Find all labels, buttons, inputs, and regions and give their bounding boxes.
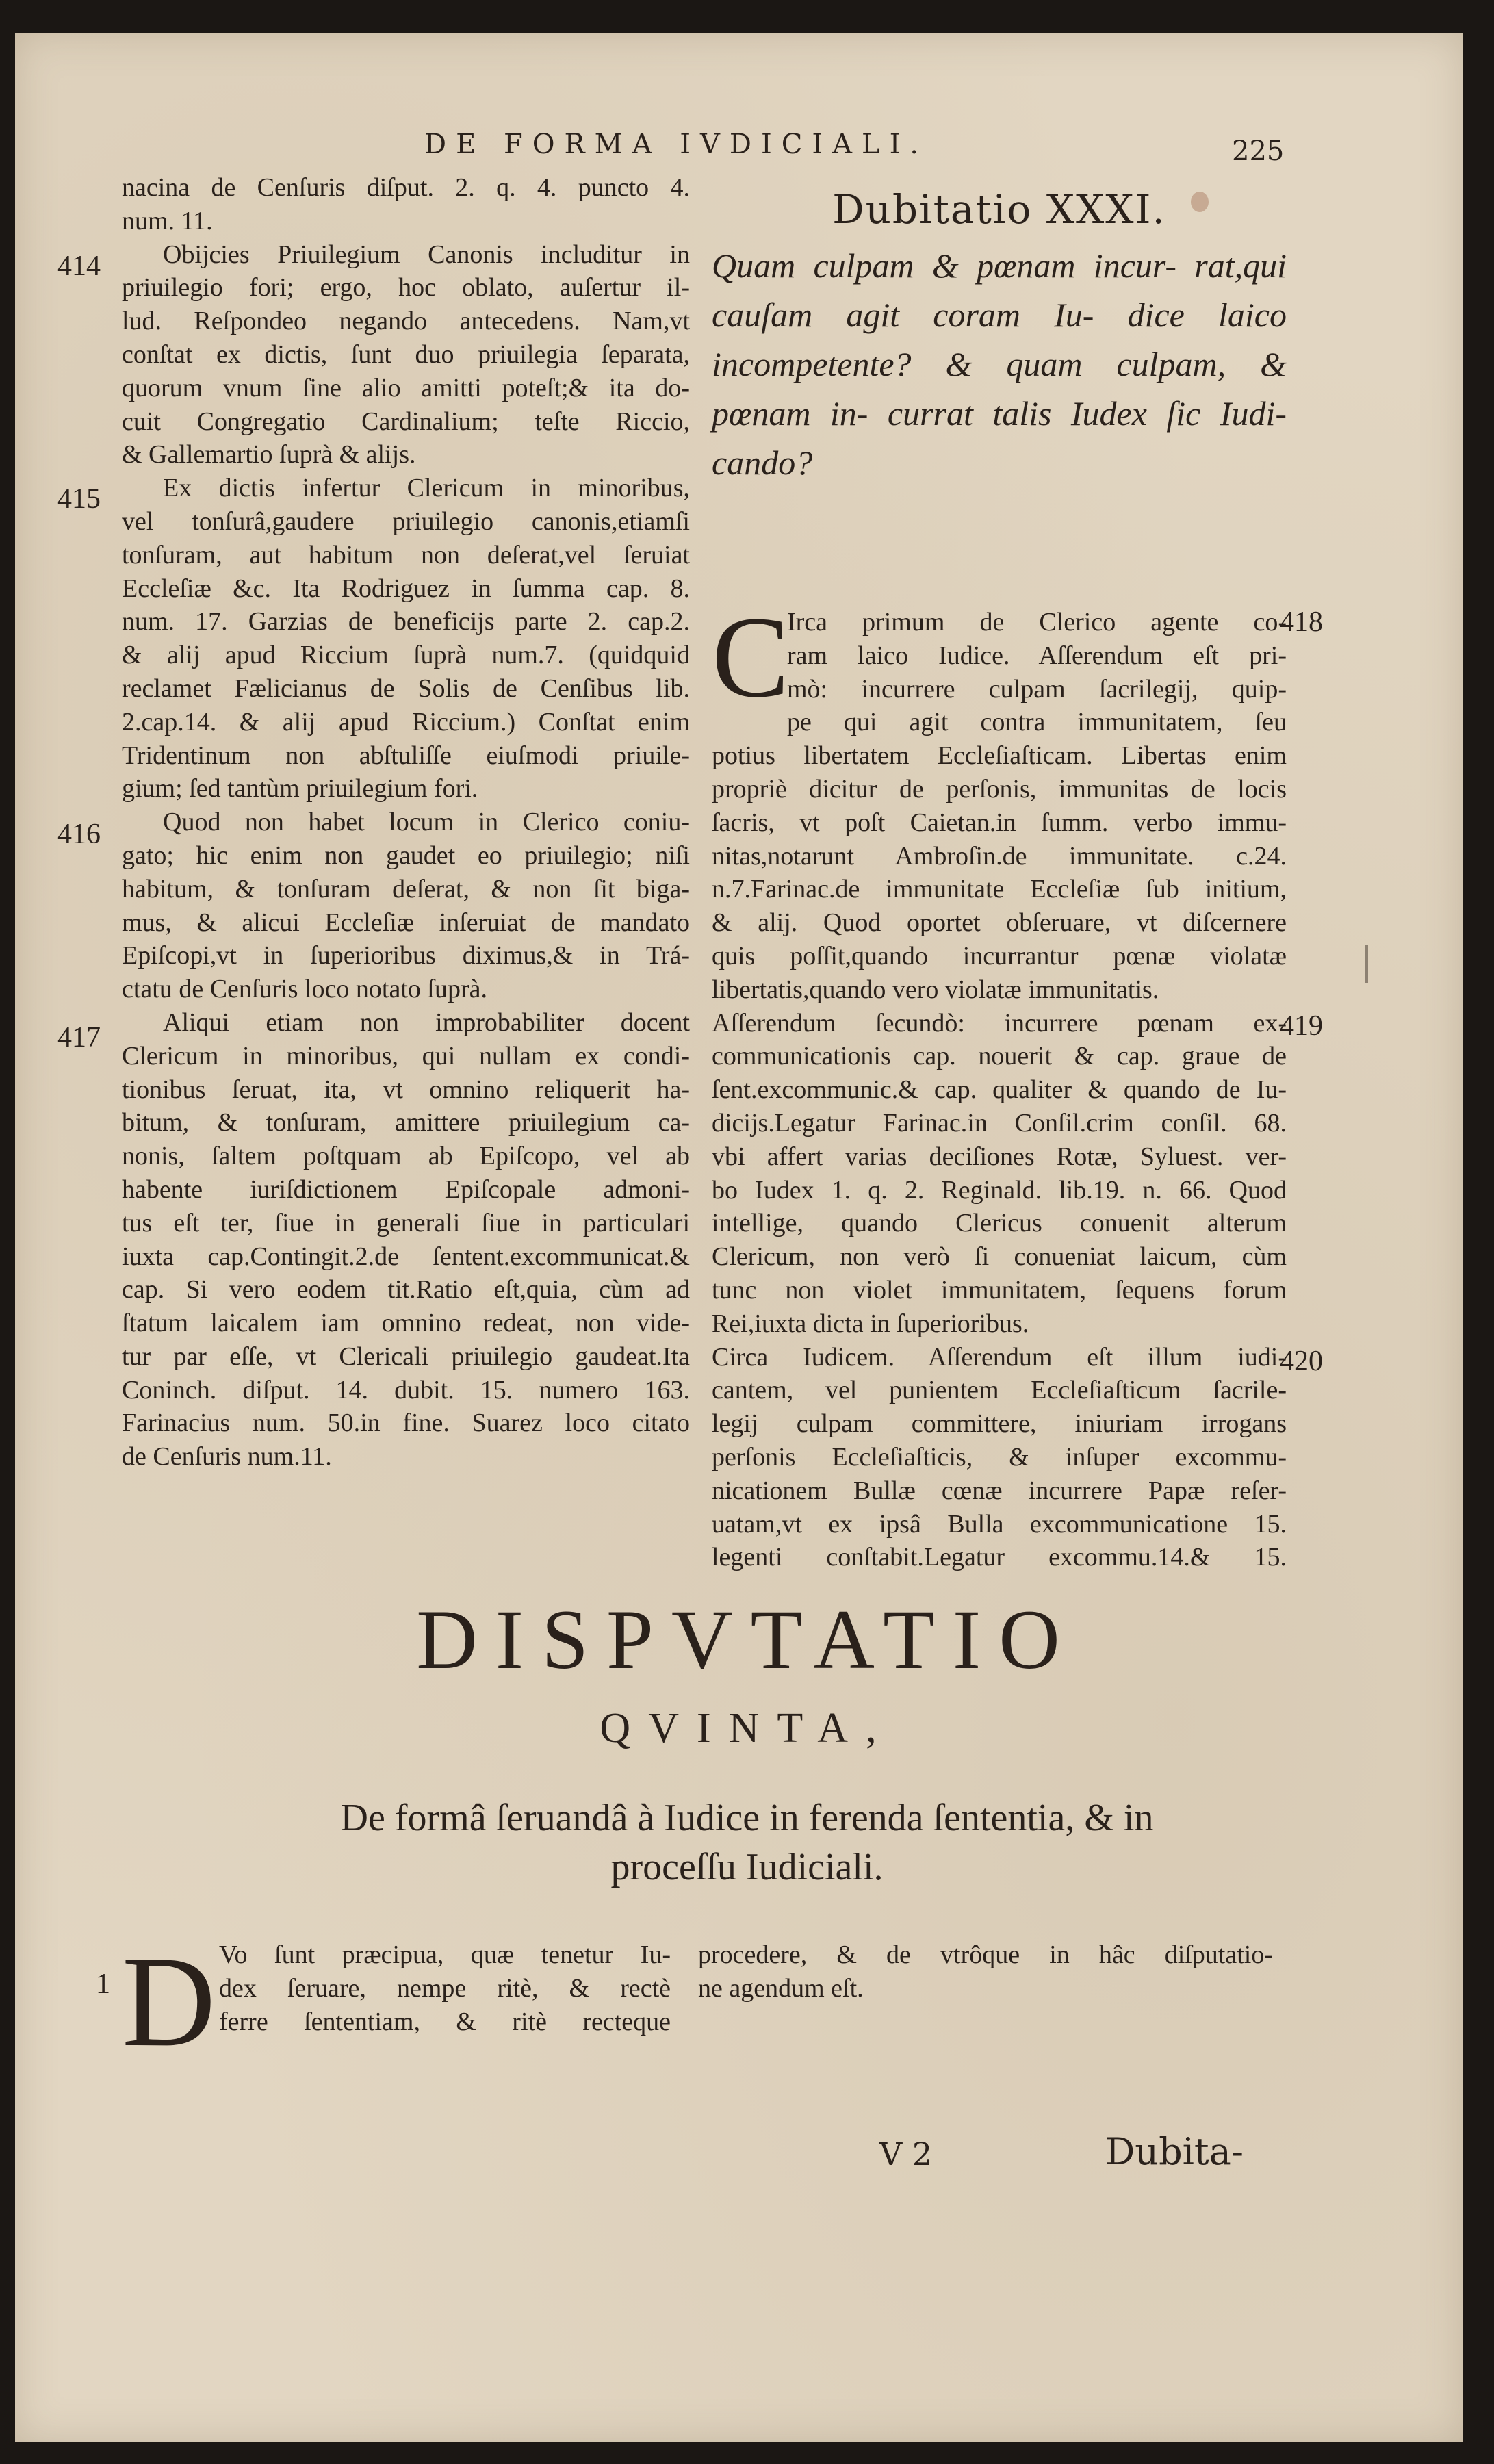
text-line: Clericum, non verò ſi conueniat laicum, cùm — [712, 1242, 1287, 1272]
dubitatio-block — [712, 186, 1287, 487]
text-line: habitum, & tonſuram deſerat, & non ſit biga- — [122, 874, 690, 903]
text-line: Irca primum de Clerico agente co- — [787, 608, 1287, 637]
text-line: nicationem Bullæ cœnæ incurrere Papæ reſer- — [712, 1476, 1287, 1505]
text-line: conſtat ex dictis, ſunt duo priuilegia ſeparata, — [122, 339, 690, 369]
text-line: Farinacius num. 50.in fine. Suarez loco citato — [122, 1409, 690, 1438]
running-title: DE FORMA IVDICIALI. — [424, 129, 929, 160]
text-line: Rei,iuxta dicta in ſuperioribus. — [712, 1309, 1029, 1338]
text-line: tunc non violet immunitatem, ſequens forum — [712, 1275, 1287, 1305]
text-line: intellige, quando Clericus conuenit alterum — [712, 1209, 1287, 1238]
text-line: Obijcies Priuilegium Canonis includitur in — [163, 240, 690, 269]
text-line: vel tonſurâ,gaudere priuilegio canonis,etiamſi — [122, 506, 690, 536]
dubitatio-question: Quam culpam & pœnam incur- rat,qui cauſam agit coram Iu- dice laico incompetente? & quam culpam, & pœnam in- currat talis Iudex ſic Iudi- cando? — [712, 246, 1287, 482]
bottom-left-text — [219, 1938, 671, 2038]
description-line: De formâ ſeruandâ à Iudice in ferenda ſententia, & in — [340, 1797, 1154, 1839]
text-line: priuilegio fori; ergo, hoc oblato, auſertur il- — [122, 273, 690, 303]
drop-cap-d: D — [122, 1930, 216, 2074]
margin-number: 414 — [57, 251, 101, 282]
signature-mark: V 2 — [879, 2135, 933, 2172]
right-column-body — [712, 606, 1287, 1574]
text-line: ſtatum laicalem iam omnino redeat, non vide- — [122, 1309, 690, 1338]
text-line: ſacris, vt poſt Caietan.in ſumm. verbo immu- — [712, 808, 1287, 837]
text-line: legij culpam committere, iniuriam irrogans — [712, 1409, 1287, 1439]
text-line: ſent.excommunic.& cap. qualiter & quando de Iu- — [712, 1075, 1287, 1105]
text-line: cantem, vel punientem Eccleſiaſticum ſacrile- — [712, 1376, 1287, 1405]
text-line: quis poſſit,quando incurrantur pœnæ violatæ — [712, 941, 1287, 971]
text-line: 2.cap.14. & alij apud Riccium.) Conſtat enim — [122, 707, 690, 736]
text-line: num. 17. Garzias de beneficijs parte 2. cap.2. — [122, 607, 690, 637]
text-line: iuxta cap.Contingit.2.de ſentent.excommunicat.& — [122, 1242, 690, 1271]
text-line: nonis, ſaltem poſtquam ab Epiſcopo, vel ab — [122, 1142, 690, 1171]
text-line: gium; ſed tantùm priuilegium fori. — [122, 774, 478, 804]
text-line: libertatis,quando vero violatæ immunitatis. — [712, 975, 1159, 1004]
text-line: num. 11. — [122, 206, 213, 235]
text-line: Epiſcopi,vt in ſuperioribus diximus,& in Trá- — [122, 941, 690, 971]
text-line: Clericum in minoribus, qui nullam ex condi- — [122, 1041, 690, 1070]
disputatio-subtitle: QVINTA, — [600, 1705, 894, 1751]
text-line: procedere, & de vtrôque in hâc diſputatio- — [698, 1940, 1273, 1969]
text-line: cuit Congregatio Cardinalium; teſte Riccio, — [122, 407, 690, 436]
text-line: cap. Si vero eodem tit.Ratio eſt,quia, cùm ad — [122, 1275, 690, 1305]
text-line: & alij apud Riccium ſuprà num.7. (quidquid — [122, 641, 690, 670]
text-line: tur par eſſe, vt Clericali priuilegio gaudeat.Ita — [122, 1342, 690, 1371]
text-line: bitum, & tonſuram, amittere priuilegium ca- — [122, 1108, 690, 1138]
text-line: Vo ſunt præcipua, quæ tenetur Iu- — [219, 1940, 671, 1969]
margin-number: 419 — [1280, 1010, 1323, 1042]
bottom-right-text — [698, 1938, 1273, 2005]
text-line: ne agendum eſt. — [698, 1973, 864, 2003]
text-line: Aliqui etiam non improbabiliter docent — [163, 1008, 690, 1037]
text-line: Circa Iudicem. Aſſerendum eſt illum iudi- — [712, 1342, 1287, 1372]
margin-number: 420 — [1280, 1346, 1323, 1377]
disputatio-title: DISPVTATIO — [416, 1593, 1078, 1686]
text-line: Eccleſiæ &c. Ita Rodriguez in ſumma cap. 8. — [122, 574, 690, 603]
text-line: lud. Reſpondeo negando antecedens. Nam,vt — [122, 307, 690, 336]
text-line: mus, & alicui Eccleſiæ inſeruiat de mandato — [122, 908, 690, 937]
drop-cap-c: C — [712, 593, 790, 721]
text-line: communicationis cap. nouerit & cap. graue de — [712, 1042, 1287, 1071]
text-line: Aſſerendum ſecundò: incurrere pœnam ex- — [712, 1008, 1287, 1038]
text-line: perſonis Eccleſiaſticis, & inſuper excommu- — [712, 1442, 1287, 1472]
text-line: & Gallemartio ſuprà & alijs. — [122, 440, 416, 470]
margin-number: 418 — [1280, 606, 1323, 638]
text-line: Ex dictis infertur Clericum in minoribus, — [163, 474, 690, 503]
disputatio-description — [137, 1793, 1357, 1892]
text-line: ctatu de Cenſuris loco notato ſuprà. — [122, 975, 487, 1004]
text-line: bo Iudex 1. q. 2. Reginald. lib.19. n. 66. Quod — [712, 1175, 1287, 1205]
text-line: tionibus ſeruat, ita, vt omnino reliquerit ha- — [122, 1075, 690, 1104]
ink-smudge — [1191, 192, 1209, 212]
text-line: tus eſt ter, ſiue in generali ſiue in particulari — [122, 1208, 690, 1237]
text-line: propriè dicitur de perſonis, immunitas de locis — [712, 774, 1287, 804]
margin-number: 417 — [57, 1022, 101, 1053]
text-line: reclamet Fælicianus de Solis de Cenſibus lib. — [122, 673, 690, 703]
page-number: 225 — [1232, 136, 1285, 167]
text-line: & alij. Quod oportet obſeruare, vt diſcernere — [712, 908, 1287, 938]
catchword: Dubita- — [1105, 2130, 1244, 2173]
text-line: nacina de Cenſuris diſput. 2. q. 4. puncto 4. — [122, 173, 690, 202]
margin-number: 416 — [57, 819, 101, 850]
dubitatio-heading: Dubitatio XXXI. — [832, 186, 1166, 233]
text-line: vbi affert varias deciſiones Rotæ, Syluest. ver- — [712, 1142, 1287, 1171]
text-line: de Cenſuris num.11. — [122, 1442, 332, 1472]
margin-number: 415 — [57, 483, 101, 515]
text-line: habente iuriſdictionem Epiſcopale admoni- — [122, 1175, 690, 1204]
text-line: Coninch. diſput. 14. dubit. 15. numero 163. — [122, 1375, 690, 1404]
text-line: gato; hic enim non gaudet eo priuilegio; niſi — [122, 840, 690, 870]
text-line: dicijs.Legatur Farinac.in Conſil.crim conſil. 68. — [712, 1108, 1287, 1138]
text-line: tonſuram, aut habitum non deſerat,vel ſeruiat — [122, 540, 690, 569]
text-line: mò: incurrere culpam ſacrilegij, quip- — [787, 674, 1287, 704]
text-line: quorum vnum ſine alio amitti poteſt;& ita do- — [122, 373, 690, 402]
text-line: potius libertatem Eccleſiaſticam. Libertas enim — [712, 741, 1287, 771]
text-line: legenti conſtabit.Legatur excommu.14.& 15. — [712, 1543, 1287, 1572]
left-column — [122, 171, 690, 1474]
description-line: proceſſu Iudiciali. — [610, 1846, 884, 1888]
text-line: ferre ſententiam, & ritè recteque — [219, 2007, 671, 2036]
text-line: uatam,vt ex ipsâ Bulla excommunicatione 15. — [712, 1509, 1287, 1539]
text-line: n.7.Farinac.de immunitate Eccleſiæ ſub initium, — [712, 875, 1287, 904]
text-line: Tridentinum non abſtuliſſe eiuſmodi priuile- — [122, 741, 690, 770]
text-line: nitas,notarunt Ambroſin.de immunitate. c.24. — [712, 841, 1287, 871]
text-line: dex ſeruare, nempe ritè, & rectè — [219, 1973, 671, 2003]
text-line: ram laico Iudice. Aſſerendum eſt pri- — [787, 641, 1287, 670]
text-line: Quod non habet locum in Clerico coniu- — [163, 808, 690, 837]
text-line: pe qui agit contra immunitatem, ſeu — [787, 708, 1287, 737]
margin-number: 1 — [96, 1968, 110, 2000]
pencil-mark — [1365, 945, 1368, 983]
